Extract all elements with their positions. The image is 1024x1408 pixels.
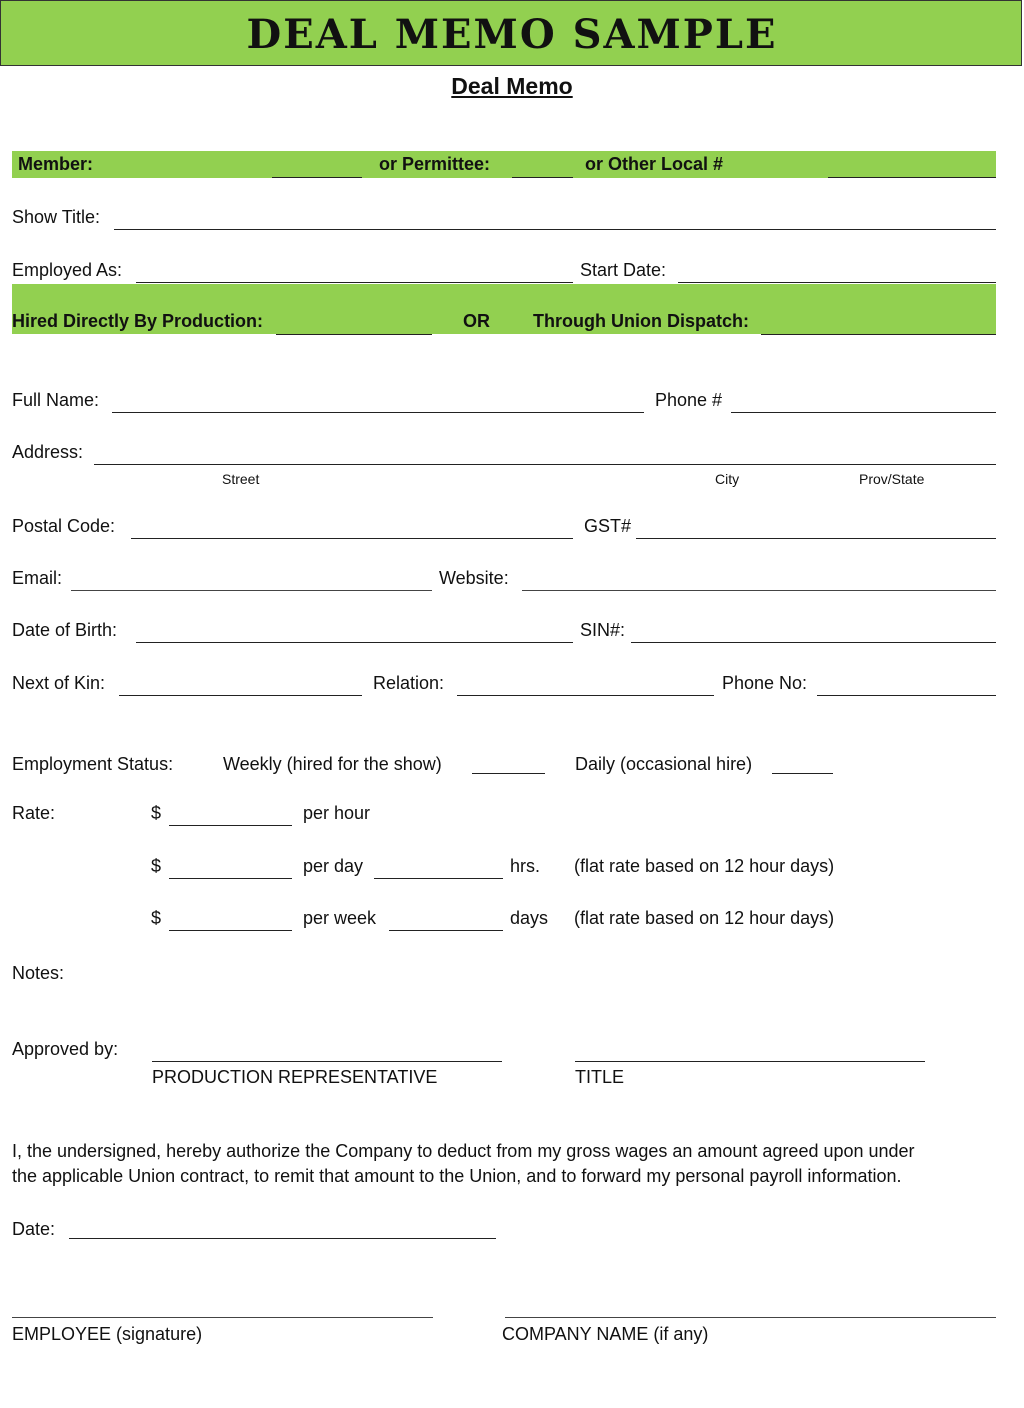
currency-symbol: $	[151, 803, 162, 823]
daily-field[interactable]	[772, 773, 833, 774]
gst-label: GST#	[584, 516, 632, 536]
or-label: OR	[463, 311, 490, 331]
street-caption: Street	[222, 471, 260, 487]
other-local-label: or Other Local #	[585, 154, 724, 174]
member-label: Member:	[18, 154, 94, 174]
postal-code-label: Postal Code:	[12, 516, 116, 536]
union-dispatch-label: Through Union Dispatch:	[533, 311, 749, 331]
hrs-label: hrs.	[510, 856, 541, 876]
relation-label: Relation:	[373, 673, 445, 693]
start-date-field[interactable]	[678, 282, 996, 283]
employed-as-field[interactable]	[136, 282, 573, 283]
phone-label: Phone #	[655, 390, 723, 410]
hired-direct-label: Hired Directly By Production:	[12, 311, 264, 331]
subtitle-text: Deal Memo	[451, 73, 573, 99]
authorization-line-2: the applicable Union contract, to remit that amount to the Union, and to forward my personal payroll information.	[12, 1166, 902, 1186]
employment-status-label: Employment Status:	[12, 754, 174, 774]
other-local-field[interactable]	[828, 177, 996, 178]
production-rep-caption: PRODUCTION REPRESENTATIVE	[152, 1067, 438, 1087]
show-title-field[interactable]	[114, 229, 996, 230]
authorization-line-1: I, the undersigned, hereby authorize the Company to deduct from my gross wages an amount agreed upon under	[12, 1141, 915, 1161]
company-name-caption: COMPANY NAME (if any)	[502, 1324, 709, 1344]
phone-field[interactable]	[731, 412, 996, 413]
show-title-label: Show Title:	[12, 207, 101, 227]
banner-title: DEAL MEMO SAMPLE	[246, 11, 778, 58]
weekly-label: Weekly (hired for the show)	[223, 754, 442, 774]
prov-state-caption: Prov/State	[859, 471, 925, 487]
date-field[interactable]	[69, 1238, 496, 1239]
title-banner	[0, 0, 1022, 66]
form-subtitle	[0, 72, 1024, 100]
flat-rate-note: (flat rate based on 12 hour days)	[574, 908, 835, 928]
daily-rate-field[interactable]	[169, 878, 292, 879]
start-date-label: Start Date:	[580, 260, 667, 280]
rate-label: Rate:	[12, 803, 56, 823]
website-field[interactable]	[522, 590, 996, 591]
per-week-label: per week	[303, 908, 377, 928]
title-caption: TITLE	[575, 1067, 625, 1087]
full-name-field[interactable]	[112, 412, 644, 413]
authorization-paragraph	[12, 1139, 1017, 1189]
weekly-field[interactable]	[472, 773, 545, 774]
title-signature-line[interactable]	[575, 1061, 925, 1062]
relation-field[interactable]	[457, 695, 714, 696]
permittee-field[interactable]	[512, 177, 573, 178]
postal-code-field[interactable]	[131, 538, 573, 539]
city-caption: City	[715, 471, 740, 487]
sin-field[interactable]	[631, 642, 996, 643]
hired-direct-field[interactable]	[276, 334, 432, 335]
currency-symbol: $	[151, 856, 162, 876]
employee-signature-caption: EMPLOYEE (signature)	[12, 1324, 203, 1344]
per-hour-label: per hour	[303, 803, 371, 823]
daily-hours-field[interactable]	[374, 878, 503, 879]
currency-symbol: $	[151, 908, 162, 928]
full-name-label: Full Name:	[12, 390, 100, 410]
phone-no-label: Phone No:	[722, 673, 808, 693]
next-of-kin-field[interactable]	[119, 695, 362, 696]
per-day-label: per day	[303, 856, 364, 876]
company-name-line[interactable]	[505, 1317, 996, 1318]
weekly-rate-field[interactable]	[169, 930, 292, 931]
address-label: Address:	[12, 442, 84, 462]
weekly-days-field[interactable]	[389, 930, 503, 931]
notes-label: Notes:	[12, 963, 65, 983]
address-field[interactable]	[94, 464, 996, 465]
dob-field[interactable]	[136, 642, 573, 643]
hourly-rate-field[interactable]	[169, 825, 292, 826]
sin-label: SIN#:	[580, 620, 626, 640]
email-label: Email:	[12, 568, 63, 588]
union-dispatch-field[interactable]	[761, 334, 996, 335]
member-field[interactable]	[272, 177, 362, 178]
permittee-label: or Permittee:	[379, 154, 491, 174]
website-label: Website:	[439, 568, 509, 588]
daily-label: Daily (occasional hire)	[575, 754, 753, 774]
date-label: Date:	[12, 1219, 56, 1239]
employee-signature-line[interactable]	[12, 1317, 433, 1318]
membership-band	[12, 151, 996, 178]
employed-as-label: Employed As:	[12, 260, 123, 280]
approved-by-label: Approved by:	[12, 1039, 119, 1059]
phone-no-field[interactable]	[817, 695, 996, 696]
days-label: days	[510, 908, 549, 928]
production-rep-signature-line[interactable]	[152, 1061, 502, 1062]
next-of-kin-label: Next of Kin:	[12, 673, 106, 693]
email-field[interactable]	[71, 590, 432, 591]
gst-field[interactable]	[636, 538, 996, 539]
flat-rate-note: (flat rate based on 12 hour days)	[574, 856, 835, 876]
dob-label: Date of Birth:	[12, 620, 118, 640]
